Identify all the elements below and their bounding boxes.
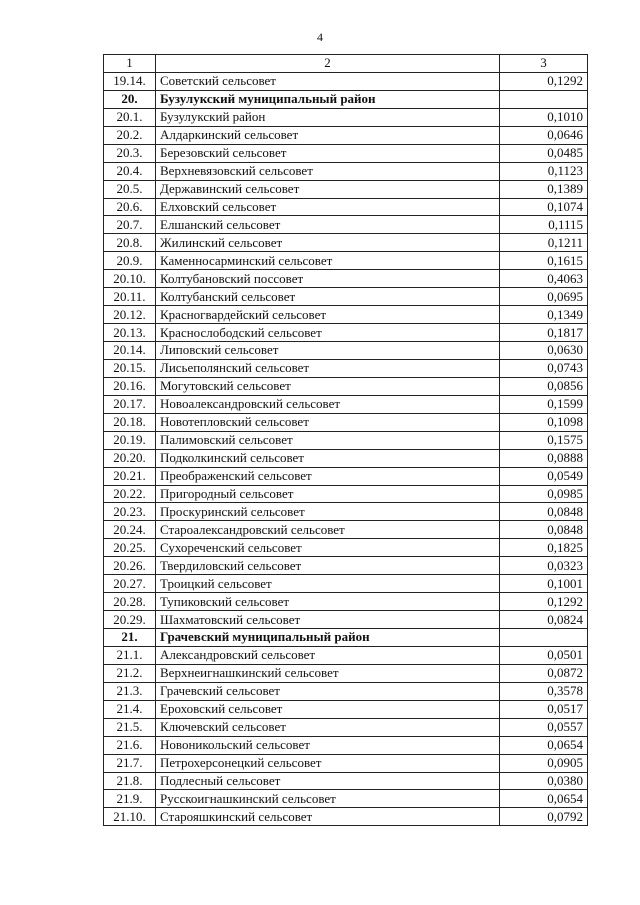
table-row: [104, 144, 588, 162]
row-value-cell: 0,1098: [500, 413, 588, 431]
row-number-cell: 21.7.: [104, 754, 156, 772]
row-number-cell: 20.29.: [104, 611, 156, 629]
row-name-cell: Петрохерсонецкий сельсовет: [156, 754, 500, 772]
row-value-cell: 0,0549: [500, 467, 588, 485]
table-row: [104, 682, 588, 700]
row-number-cell: 21.10.: [104, 808, 156, 826]
table-row: [104, 270, 588, 288]
row-value-cell: 0,1211: [500, 234, 588, 252]
table-body: [104, 72, 588, 825]
row-name-cell: Могутовский сельсовет: [156, 377, 500, 395]
row-name-cell: Липовский сельсовет: [156, 342, 500, 360]
row-number-cell: 20.28.: [104, 593, 156, 611]
row-value-cell: 0,0517: [500, 700, 588, 718]
row-value-cell: 0,0323: [500, 557, 588, 575]
row-name-cell: Троицкий сельсовет: [156, 575, 500, 593]
row-name-cell: Советский сельсовет: [156, 72, 500, 90]
row-value-cell: 0,0557: [500, 718, 588, 736]
row-number-cell: 20.14.: [104, 342, 156, 360]
table-row: [104, 395, 588, 413]
row-value-cell: 0,0856: [500, 377, 588, 395]
row-number-cell: 20.9.: [104, 252, 156, 270]
row-name-cell: Ключевский сельсовет: [156, 718, 500, 736]
row-name-cell: Верхнеигнашкинский сельсовет: [156, 664, 500, 682]
row-number-cell: 20.23.: [104, 503, 156, 521]
row-name-cell: Елховский сельсовет: [156, 198, 500, 216]
section-row: [104, 90, 588, 108]
row-name-cell: Новотепловский сельсовет: [156, 413, 500, 431]
row-number-cell: 20.25.: [104, 539, 156, 557]
table-row: [104, 593, 588, 611]
row-number-cell: 20.15.: [104, 359, 156, 377]
table-row: [104, 664, 588, 682]
column-header-value: 3: [500, 55, 588, 73]
table-row: [104, 108, 588, 126]
row-name-cell: Красногвардейский сельсовет: [156, 306, 500, 324]
row-value-cell: 0,1599: [500, 395, 588, 413]
row-name-cell: Тупиковский сельсовет: [156, 593, 500, 611]
row-number-cell: 20.3.: [104, 144, 156, 162]
table-row: [104, 72, 588, 90]
table-row: [104, 718, 588, 736]
row-value-cell: 0,1817: [500, 324, 588, 342]
row-number-cell: 21.8.: [104, 772, 156, 790]
table-row: [104, 377, 588, 395]
table-row: [104, 306, 588, 324]
row-number-cell: 20.10.: [104, 270, 156, 288]
row-number-cell: 20.19.: [104, 431, 156, 449]
row-name-cell: Старояшкинский сельсовет: [156, 808, 500, 826]
table-row: [104, 216, 588, 234]
row-number-cell: 20.26.: [104, 557, 156, 575]
row-value-cell: 0,0888: [500, 449, 588, 467]
row-name-cell: Подколкинский сельсовет: [156, 449, 500, 467]
table-row: [104, 575, 588, 593]
table-row: [104, 198, 588, 216]
table-row: [104, 288, 588, 306]
row-name-cell: Староалександровский сельсовет: [156, 521, 500, 539]
row-value-cell: 0,1010: [500, 108, 588, 126]
row-number-cell: 21.2.: [104, 664, 156, 682]
table-row: [104, 521, 588, 539]
row-name-cell: Шахматовский сельсовет: [156, 611, 500, 629]
row-name-cell: Сухореченский сельсовет: [156, 539, 500, 557]
row-name-cell: Новоалександровский сельсовет: [156, 395, 500, 413]
table-row: [104, 790, 588, 808]
row-name-cell: Лисьеполянский сельсовет: [156, 359, 500, 377]
table-row: [104, 646, 588, 664]
table-row: [104, 700, 588, 718]
row-name-cell: Березовский сельсовет: [156, 144, 500, 162]
row-number-cell: 20.12.: [104, 306, 156, 324]
row-number-cell: 20.20.: [104, 449, 156, 467]
table-header-row: [104, 55, 588, 73]
table-row: [104, 485, 588, 503]
table-row: [104, 611, 588, 629]
row-name-cell: Жилинский сельсовет: [156, 234, 500, 252]
row-name-cell: Бузулукский район: [156, 108, 500, 126]
table-row: [104, 808, 588, 826]
row-number-cell: 20.22.: [104, 485, 156, 503]
row-number-cell: 21.3.: [104, 682, 156, 700]
row-number-cell: 20.27.: [104, 575, 156, 593]
table-row: [104, 324, 588, 342]
row-value-cell: 0,0501: [500, 646, 588, 664]
row-name-cell: Державинский сельсовет: [156, 180, 500, 198]
row-name-cell: Пригородный сельсовет: [156, 485, 500, 503]
row-value-cell: [500, 629, 588, 647]
row-name-cell: Новоникольский сельсовет: [156, 736, 500, 754]
row-number-cell: 21.5.: [104, 718, 156, 736]
column-header-name: 2: [156, 55, 500, 73]
row-name-cell: Грачевский сельсовет: [156, 682, 500, 700]
table-row: [104, 736, 588, 754]
row-number-cell: 20.4.: [104, 162, 156, 180]
row-number-cell: 20.16.: [104, 377, 156, 395]
row-name-cell: Русскоигнашкинский сельсовет: [156, 790, 500, 808]
row-value-cell: 0,0654: [500, 790, 588, 808]
row-value-cell: 0,3578: [500, 682, 588, 700]
table-row: [104, 467, 588, 485]
row-number-cell: 21.6.: [104, 736, 156, 754]
row-number-cell: 21.9.: [104, 790, 156, 808]
table-row: [104, 162, 588, 180]
row-value-cell: 0,0654: [500, 736, 588, 754]
row-name-cell: Твердиловский сельсовет: [156, 557, 500, 575]
page-number: 4: [317, 30, 323, 44]
table-row: [104, 539, 588, 557]
row-value-cell: 0,0630: [500, 342, 588, 360]
row-name-cell: Палимовский сельсовет: [156, 431, 500, 449]
table-row: [104, 180, 588, 198]
row-number-cell: 20.: [104, 90, 156, 108]
row-name-cell: Верхневязовский сельсовет: [156, 162, 500, 180]
row-value-cell: 0,0485: [500, 144, 588, 162]
row-number-cell: 20.8.: [104, 234, 156, 252]
row-number-cell: 20.2.: [104, 126, 156, 144]
row-value-cell: 0,0985: [500, 485, 588, 503]
row-number-cell: 20.13.: [104, 324, 156, 342]
row-number-cell: 20.5.: [104, 180, 156, 198]
table-row: [104, 754, 588, 772]
row-value-cell: 0,0743: [500, 359, 588, 377]
row-name-cell: Краснослободский сельсовет: [156, 324, 500, 342]
row-value-cell: 0,4063: [500, 270, 588, 288]
row-value-cell: 0,1115: [500, 216, 588, 234]
row-number-cell: 20.6.: [104, 198, 156, 216]
row-name-cell: Проскуринский сельсовет: [156, 503, 500, 521]
row-name-cell: Ероховский сельсовет: [156, 700, 500, 718]
row-value-cell: 0,1001: [500, 575, 588, 593]
row-number-cell: 21.1.: [104, 646, 156, 664]
row-value-cell: 0,0646: [500, 126, 588, 144]
row-name-cell: Подлесный сельсовет: [156, 772, 500, 790]
row-value-cell: 0,1615: [500, 252, 588, 270]
table-row: [104, 503, 588, 521]
table-row: [104, 234, 588, 252]
row-name-cell: Каменносарминский сельсовет: [156, 252, 500, 270]
table-row: [104, 359, 588, 377]
row-number-cell: 20.21.: [104, 467, 156, 485]
row-name-cell: Колтубанский сельсовет: [156, 288, 500, 306]
row-value-cell: 0,1575: [500, 431, 588, 449]
row-name-cell: Елшанский сельсовет: [156, 216, 500, 234]
row-value-cell: 0,0380: [500, 772, 588, 790]
row-name-cell: Преображенский сельсовет: [156, 467, 500, 485]
row-value-cell: 0,0848: [500, 521, 588, 539]
row-name-cell: Бузулукский муниципальный район: [156, 90, 500, 108]
table-row: [104, 449, 588, 467]
row-value-cell: 0,1349: [500, 306, 588, 324]
table-row: [104, 126, 588, 144]
row-value-cell: 0,0792: [500, 808, 588, 826]
row-number-cell: 19.14.: [104, 72, 156, 90]
row-number-cell: 20.1.: [104, 108, 156, 126]
row-value-cell: 0,1292: [500, 593, 588, 611]
row-value-cell: 0,0905: [500, 754, 588, 772]
row-number-cell: 21.4.: [104, 700, 156, 718]
table-row: [104, 557, 588, 575]
row-number-cell: 21.: [104, 629, 156, 647]
row-name-cell: Алдаркинский сельсовет: [156, 126, 500, 144]
row-value-cell: 0,0872: [500, 664, 588, 682]
column-header-number: 1: [104, 55, 156, 73]
row-number-cell: 20.17.: [104, 395, 156, 413]
row-value-cell: 0,1123: [500, 162, 588, 180]
row-number-cell: 20.7.: [104, 216, 156, 234]
row-value-cell: 0,1389: [500, 180, 588, 198]
table-row: [104, 342, 588, 360]
table-row: [104, 431, 588, 449]
row-value-cell: 0,1825: [500, 539, 588, 557]
row-value-cell: [500, 90, 588, 108]
row-value-cell: 0,1074: [500, 198, 588, 216]
row-number-cell: 20.11.: [104, 288, 156, 306]
row-name-cell: Александровский сельсовет: [156, 646, 500, 664]
row-value-cell: 0,0848: [500, 503, 588, 521]
row-name-cell: Грачевский муниципальный район: [156, 629, 500, 647]
row-value-cell: 0,0695: [500, 288, 588, 306]
table-row: [104, 413, 588, 431]
row-number-cell: 20.24.: [104, 521, 156, 539]
row-value-cell: 0,1292: [500, 72, 588, 90]
row-value-cell: 0,0824: [500, 611, 588, 629]
section-row: [104, 629, 588, 647]
table-row: [104, 772, 588, 790]
table-row: [104, 252, 588, 270]
data-table: [103, 54, 588, 826]
row-name-cell: Колтубановский поссовет: [156, 270, 500, 288]
row-number-cell: 20.18.: [104, 413, 156, 431]
